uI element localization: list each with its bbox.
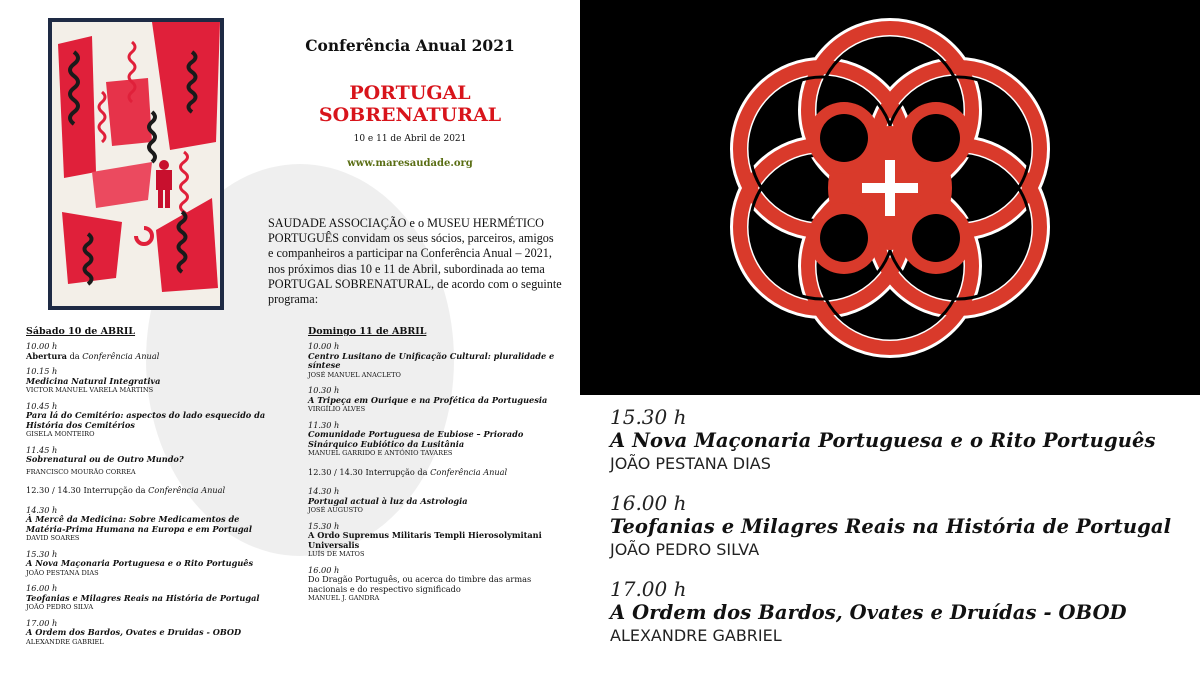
item-title: Para lá do Cemitério: aspectos do lado esquecido da História dos Cemitérios <box>26 410 266 430</box>
item-time: 17.00 h <box>26 617 58 628</box>
item-title: Medicina Natural Integrativa <box>26 375 161 386</box>
intro-line: PORTUGAL SOBRENATURAL, de acordo com o seguinte <box>268 276 562 291</box>
schedule-item <box>308 421 558 459</box>
celtic-knot-cross-icon <box>580 0 1200 395</box>
break-text: 12.30 / 14.30 Interrupção da <box>308 466 431 477</box>
item-time: 14.30 h <box>308 486 340 496</box>
item-title: A Tripeça em Ourique e na Profética da Portuguesia <box>308 394 548 405</box>
item-title: A Ordem dos Bardos, Ovates e Druidas - OBOD <box>26 627 242 637</box>
intro-paragraph <box>268 216 568 307</box>
excerpt-speaker: JOÃO PESTANA DIAS <box>610 454 771 473</box>
schedule-item <box>26 506 276 544</box>
item-title-suffix-italic: Conferência Anual <box>82 350 160 361</box>
conference-name: PORTUGAL SOBRENATURAL <box>318 82 502 126</box>
item-title: Sobrenatural ou de Outro Mundo? <box>26 454 184 464</box>
excerpt-title: A Ordem dos Bardos, Ovates e Druídas - OBOD <box>610 601 1127 624</box>
program-excerpt <box>610 405 1190 663</box>
item-title: Portugal actual à luz da Astrologia <box>308 495 468 506</box>
excerpt-title: A Nova Maçonaria Portuguesa e o Rito Português <box>610 429 1156 452</box>
item-time: 14.30 h <box>26 504 58 515</box>
item-title: Do Dragão Português, ou acerca do timbre das armas nacionais e do respectivo significado <box>308 574 532 594</box>
day2-schedule <box>308 342 558 604</box>
item-speaker: JOSÉ MANUEL ANACLETO <box>308 370 401 379</box>
intro-line: nos próximos dias 10 e 11 de Abril, subordinada ao tema <box>268 261 545 276</box>
excerpt-item <box>610 405 1190 475</box>
item-speaker: LUÍS DE MATOS <box>308 550 365 558</box>
excerpt-speaker: JOÃO PEDRO SILVA <box>610 540 760 559</box>
item-title: À Mercê da Medicina: Sobre Medicamentos de Matéria-Prima Humana na Europa e em Portugal <box>26 514 252 534</box>
intro-line: programa: <box>268 292 319 307</box>
schedule-item <box>26 402 276 440</box>
abstract-art-image <box>52 22 220 306</box>
schedule-item <box>308 342 558 380</box>
conference-poster <box>0 0 580 675</box>
break-text-italic: Conferência Anual <box>430 466 508 477</box>
intro-line: SAUDADE ASSOCIAÇÃO e o MUSEU HERMÉTICO <box>268 216 544 230</box>
item-speaker: JOÃO PESTANA DIAS <box>26 568 99 577</box>
intro-line: PORTUGUÊS convidam os seus sócios, parceiros, amigos <box>268 231 554 246</box>
emblem-panel <box>580 0 1200 395</box>
schedule-item <box>26 619 276 648</box>
schedule-item <box>26 367 276 396</box>
item-time: 10.00 h <box>26 341 58 351</box>
item-title: A Nova Maçonaria Portuguesa e o Rito Português <box>26 558 254 568</box>
item-time: 10.30 h <box>308 385 340 395</box>
intro-line: e companheiros a participar na Conferência Anual – 2021, <box>268 246 552 261</box>
item-title: Centro Lusitano de Unificação Cultural: pluralidade e síntese <box>308 350 555 370</box>
item-title-suffix: da <box>66 350 83 361</box>
item-title: Teofanias e Milagres Reais na História de Portugal <box>26 592 260 603</box>
break-text: 12.30 / 14.30 Interrupção da <box>26 485 149 495</box>
schedule-break <box>26 486 276 496</box>
item-time: 10.45 h <box>26 400 58 411</box>
item-speaker: JOSÉ AUGUSTO <box>308 506 363 514</box>
excerpt-time: 15.30 h <box>610 405 687 429</box>
schedule-item <box>26 342 276 361</box>
conference-dates: 10 e 11 de Abril de 2021 <box>353 134 467 144</box>
item-speaker: ALEXANDRE GABRIEL <box>26 637 104 646</box>
item-speaker: GISELA MONTEIRO <box>26 430 95 438</box>
excerpt-item <box>610 491 1190 561</box>
schedule-item <box>26 550 276 579</box>
schedule-item <box>308 487 558 516</box>
item-time: 11.30 h <box>308 419 340 430</box>
item-time: 10.15 h <box>26 366 58 376</box>
day2-heading: Domingo 11 de ABRIL <box>308 326 427 337</box>
item-speaker: DAVID SOARES <box>26 534 80 542</box>
item-time: 10.00 h <box>308 341 340 351</box>
day1-schedule <box>26 342 276 647</box>
schedule-break <box>308 468 558 478</box>
schedule-item <box>26 446 276 478</box>
conference-website[interactable]: www.maresaudade.org <box>347 158 473 169</box>
excerpt-title: Teofanias e Milagres Reais na História de Portugal <box>610 515 1172 538</box>
day1-heading: Sábado 10 de ABRIL <box>26 326 136 337</box>
item-time: 15.30 h <box>26 548 58 559</box>
item-title: A Ordo Supremus Militaris Templi Hierosolymitani Universalis <box>308 530 542 550</box>
schedule-item <box>308 386 558 415</box>
item-speaker: JOÃO PEDRO SILVA <box>26 603 94 611</box>
item-time: 16.00 h <box>308 564 340 575</box>
excerpt-speaker: ALEXANDRE GABRIEL <box>610 626 782 645</box>
item-speaker: FRANCISCO MOURÃO CORREA <box>26 467 136 476</box>
item-speaker: MANUEL GARRIDO E ANTÓNIO TAVARES <box>308 449 453 457</box>
item-speaker: VIRGÍLIO ALVES <box>308 405 366 413</box>
item-speaker: VICTOR MANUEL VARELA MARTINS <box>26 386 154 394</box>
schedule-item <box>26 584 276 613</box>
conference-title: Conferência Anual 2021 <box>305 36 515 55</box>
item-title: Abertura <box>26 350 67 361</box>
item-time: 16.00 h <box>26 583 58 593</box>
item-time: 11.45 h <box>26 444 58 455</box>
item-title: Comunidade Portuguesa de Eubiose – Priorado Sinárquico Eubiótico da Lusitânia <box>308 429 524 449</box>
schedule-item <box>308 522 558 560</box>
break-text-italic: Conferência Anual <box>148 485 226 495</box>
excerpt-time: 16.00 h <box>610 491 687 515</box>
excerpt-time: 17.00 h <box>610 577 687 601</box>
schedule-item <box>308 566 558 604</box>
excerpt-item <box>610 577 1190 647</box>
item-speaker: MANUEL J. GANDRA <box>308 594 380 602</box>
poster-artwork <box>48 18 224 310</box>
item-time: 15.30 h <box>308 520 340 531</box>
